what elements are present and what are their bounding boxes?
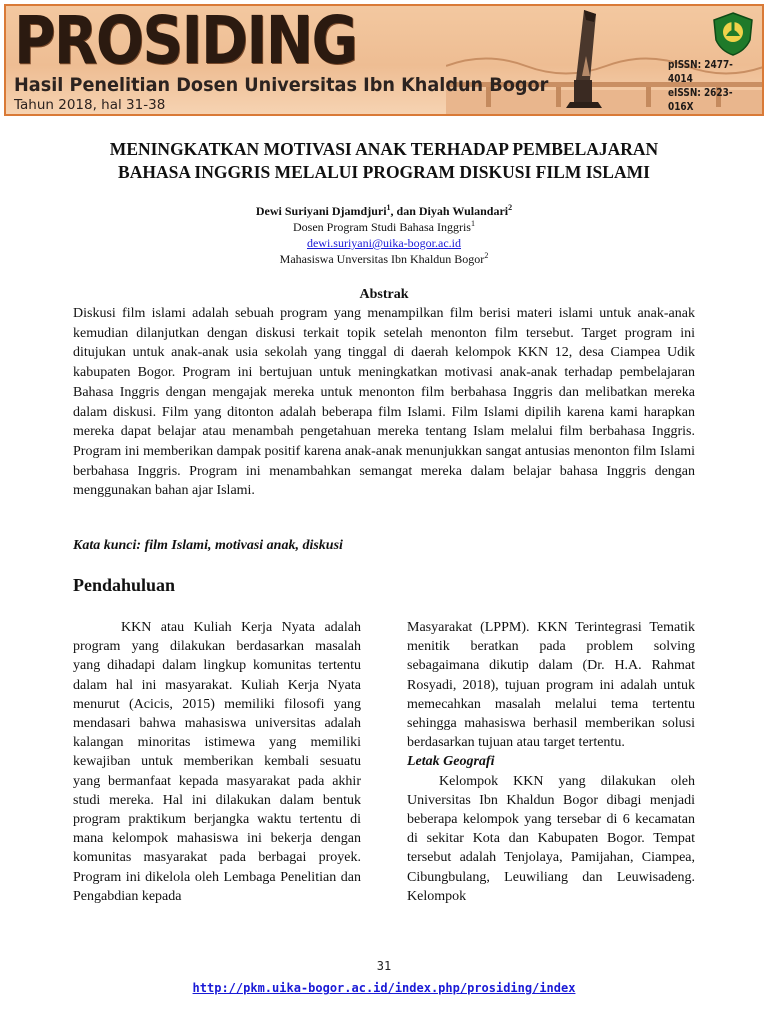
column-right xyxy=(407,618,695,906)
journal-subtitle: Hasil Penelitian Dosen Universitas Ibn Khaldun Bogor xyxy=(14,74,549,96)
column-left xyxy=(73,618,361,906)
affiliation-2: Mahasiswa Unversitas Ibn Khaldun Bogor$^2$ xyxy=(279,251,489,266)
paper-title-line-1: MENINGKATKAN MOTIVASI ANAK TERHADAP PEMBELAJARAN xyxy=(109,139,659,159)
author-2: , dan Diyah Wulandari xyxy=(390,204,509,218)
author-1: Dewi Suriyani Djamdjuri xyxy=(255,204,387,218)
geografi-paragraph: Kelompok KKN yang dilakukan oleh Universitas Ibn Khaldun Bogor dibagi menjadi beberapa kelompok yang tersebar di 6 kecamatan di sekitar Kota dan Kabupaten Bogor. Tempat tersebut adalah Tenjolaya, Pamijahan, Ciampea, Cibungbulang, Leuwiliang dan Leuwisadeng. Kelompok xyxy=(407,773,695,904)
journal-title: PROSIDING xyxy=(14,4,357,79)
paper-title-line-2: BAHASA INGGRIS MELALUI PROGRAM DISKUSI FILM ISLAMI xyxy=(118,162,650,182)
intro-paragraph-1-cont: Masyarakat (LPPM). KKN Terintegrasi Tematik menitik beratkan pada problem solving sebagaimana dikutip dalam (Dr. H.A. Rahmat Rosyadi, 2018), tujuan program ini adalah untuk memecahkan masalah melalui tema tertentu sehingga mahasiswa berhasil memberikan solusi berdasarkan tujuan atau target tertentu. xyxy=(407,620,695,751)
author-1-marker: 1 xyxy=(386,203,391,212)
university-logo-icon xyxy=(712,12,754,56)
abstract-text: Diskusi film islami adalah sebuah program yang menampilkan film berisi materi islami untuk anak-anak kemudian dilanjutkan dengan diskusi terkait topik setelah menonton film tersebut. Target program ini ditujukan untuk anak-anak usia sekolah yang tinggal di daerah kelompok KKN 12, desa Ciampea Udik kabupaten Bogor. Program ini bertujuan untuk meningkatkan motivasi anak-anak terhadap pembelajaran Bahasa Inggris dengan mengajak mereka untuk menonton film berbahasa Inggris dan melibatkan mereka dalam diskusi. Film yang ditonton adalah beberapa film Islami. Film Islami dipilih karena kami harapkan mereka dapat belajar atau menambah pengetahuan mereka tentang Islam melalui film berbahasa Inggris. Program ini memberikan dampak positif karena anak-anak menunjukkan sangat antusias menonton film Islami berbahasa Inggris. Program ini menambahkan semangat mereka dalam belajar bahasa Inggris dengan menggunakan bahan ajar Islami. xyxy=(73,306,695,499)
affiliation-1: Dosen Program Studi Bahasa Inggris$^1$ xyxy=(293,219,475,234)
author-email-link[interactable]: dewi.suriyani@uika-bogor.ac.id xyxy=(306,236,461,250)
author-names xyxy=(60,203,708,219)
page-number: 31 xyxy=(376,959,392,973)
eissn: eISSN: 2623-016X xyxy=(668,87,733,113)
author-block xyxy=(60,203,708,267)
section-heading-intro: Pendahuluan xyxy=(73,575,176,595)
author-2-marker: 2 xyxy=(508,203,513,212)
journal-year-pages: Tahun 2018, hal 31-38 xyxy=(14,97,166,113)
abstract-heading: Abstrak xyxy=(359,287,409,302)
issn-block xyxy=(668,58,750,114)
paper-title xyxy=(60,138,708,184)
journal-url-link[interactable]: http://pkm.uika-bogor.ac.id/index.php/prosiding/index xyxy=(192,981,576,995)
intro-paragraph-1: KKN atau Kuliah Kerja Nyata adalah program yang dilakukan berdasarkan masalah yang dihadapi dalam lingkup komunitas tertentu dalam hal ini masyarakat. Kuliah Kerja Nyata menurut (Acicis, 2015) memiliki filosofi yang mendasari bahwa mahasiswa universitas adalah kalangan minoritas istimewa yang memiliki kewajiban untuk memberikan kembali sesuatu yang bermanfaat kepada masyarakat pada akhir studi mereka. Hal ini dilakukan dalam bentuk program praktikum berjangka waktu tertentu di mana kelompok mahasiswa ini bekerja dengan komunitas masyarakat pada berbagai proyek. Program ini dikelola oleh Lembaga Penelitian dan Pengabdian kepada xyxy=(73,620,361,904)
journal-banner xyxy=(4,4,764,116)
subheading-geografi: Letak Geografi xyxy=(407,754,495,770)
pissn: pISSN: 2477-4014 xyxy=(668,59,733,85)
keywords: Kata kunci: film Islami, motivasi anak, diskusi xyxy=(73,538,343,553)
